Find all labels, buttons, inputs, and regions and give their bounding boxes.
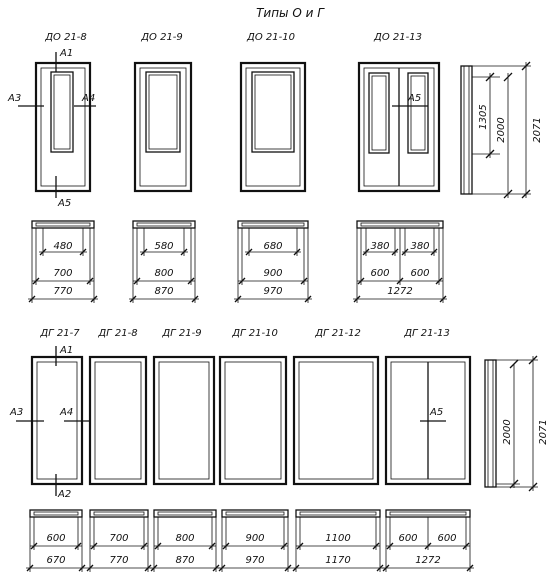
door-code-dg-21-10: ДГ 21-10 [232, 328, 278, 339]
dim-dg-21-7-total: 670 [46, 555, 66, 566]
section-label-a1-bottom: А1 [60, 345, 74, 356]
door-code-do-21-8: ДО 21-8 [45, 32, 87, 43]
height-dim-2000-top: 2000 [496, 117, 507, 143]
dim-dg-21-13-left: 600 [398, 533, 418, 544]
dim-dg-21-9-total: 870 [175, 555, 195, 566]
door-elevation-do-21-8 [18, 52, 96, 198]
dim-dg-21-8-clear: 700 [109, 533, 129, 544]
door-elevation-do-21-13 [359, 63, 439, 191]
dim-dg-21-13-right: 600 [437, 533, 457, 544]
dim-do-21-13-outer-left: 600 [370, 268, 390, 279]
door-elevation-dg-21-9 [154, 357, 214, 484]
height-dim-2000-bottom: 2000 [502, 419, 513, 445]
door-elevation-dg-21-12 [294, 357, 378, 484]
section-label-a4-top: А4 [82, 93, 96, 104]
dim-do-21-13-outer-right: 600 [410, 268, 430, 279]
door-code-dg-21-13: ДГ 21-13 [404, 328, 450, 339]
drawing-title: Типы О и Г [256, 6, 324, 20]
dim-dg-21-10-clear: 900 [245, 533, 265, 544]
dim-do-21-10-outer: 900 [263, 268, 283, 279]
section-label-a2-bottom: А2 [58, 489, 72, 500]
dim-do-21-8-outer: 700 [53, 268, 73, 279]
dim-dg-21-12-clear: 1100 [325, 533, 351, 544]
door-elevation-do-21-9 [135, 63, 191, 191]
section-label-a5-top: А5 [408, 93, 422, 104]
dim-do-21-10-inner: 680 [263, 241, 283, 252]
dim-do-21-8-inner: 480 [53, 241, 73, 252]
section-label-a1-top: А1 [60, 48, 74, 59]
door-elevation-dg-21-10 [220, 357, 286, 484]
door-code-dg-21-12: ДГ 21-12 [315, 328, 361, 339]
dim-do-21-13-inner-right: 380 [410, 241, 430, 252]
dim-dg-21-7-clear: 600 [46, 533, 66, 544]
dim-do-21-9-total: 870 [154, 286, 174, 297]
section-label-a3-bottom: А3 [10, 407, 24, 418]
dim-dg-21-12-total: 1170 [325, 555, 351, 566]
dim-do-21-8-total: 770 [53, 286, 73, 297]
dim-do-21-13-inner-left: 380 [370, 241, 390, 252]
door-code-do-21-13: ДО 21-13 [374, 32, 422, 43]
dim-do-21-9-outer: 800 [154, 268, 174, 279]
dim-dg-21-10-total: 970 [245, 555, 265, 566]
door-elevation-do-21-10 [241, 63, 305, 191]
dim-dg-21-9-clear: 800 [175, 533, 195, 544]
dim-do-21-9-inner: 580 [154, 241, 174, 252]
section-label-a4-bottom: А4 [60, 407, 74, 418]
dim-dg-21-8-total: 770 [109, 555, 129, 566]
door-code-dg-21-9: ДГ 21-9 [162, 328, 202, 339]
door-code-dg-21-7: ДГ 21-7 [40, 328, 80, 339]
section-label-a3-top: А3 [8, 93, 22, 104]
dim-do-21-10-total: 970 [263, 286, 283, 297]
dim-do-21-13-total: 1272 [387, 286, 413, 297]
height-dim-2071-bottom: 2071 [538, 419, 549, 445]
section-label-a5-bottom: А5 [430, 407, 444, 418]
door-elevation-dg-21-13 [386, 357, 470, 484]
height-dim-2071-top: 2071 [532, 117, 543, 143]
door-code-do-21-9: ДО 21-9 [141, 32, 183, 43]
section-label-a5-top-left: А5 [58, 198, 72, 209]
door-code-dg-21-8: ДГ 21-8 [98, 328, 138, 339]
dim-dg-21-13-total: 1272 [415, 555, 441, 566]
door-code-do-21-10: ДО 21-10 [247, 32, 295, 43]
height-dim-1305: 1305 [478, 104, 489, 130]
door-elevation-dg-21-8 [90, 357, 146, 484]
door-elevation-dg-21-7 [16, 346, 90, 496]
